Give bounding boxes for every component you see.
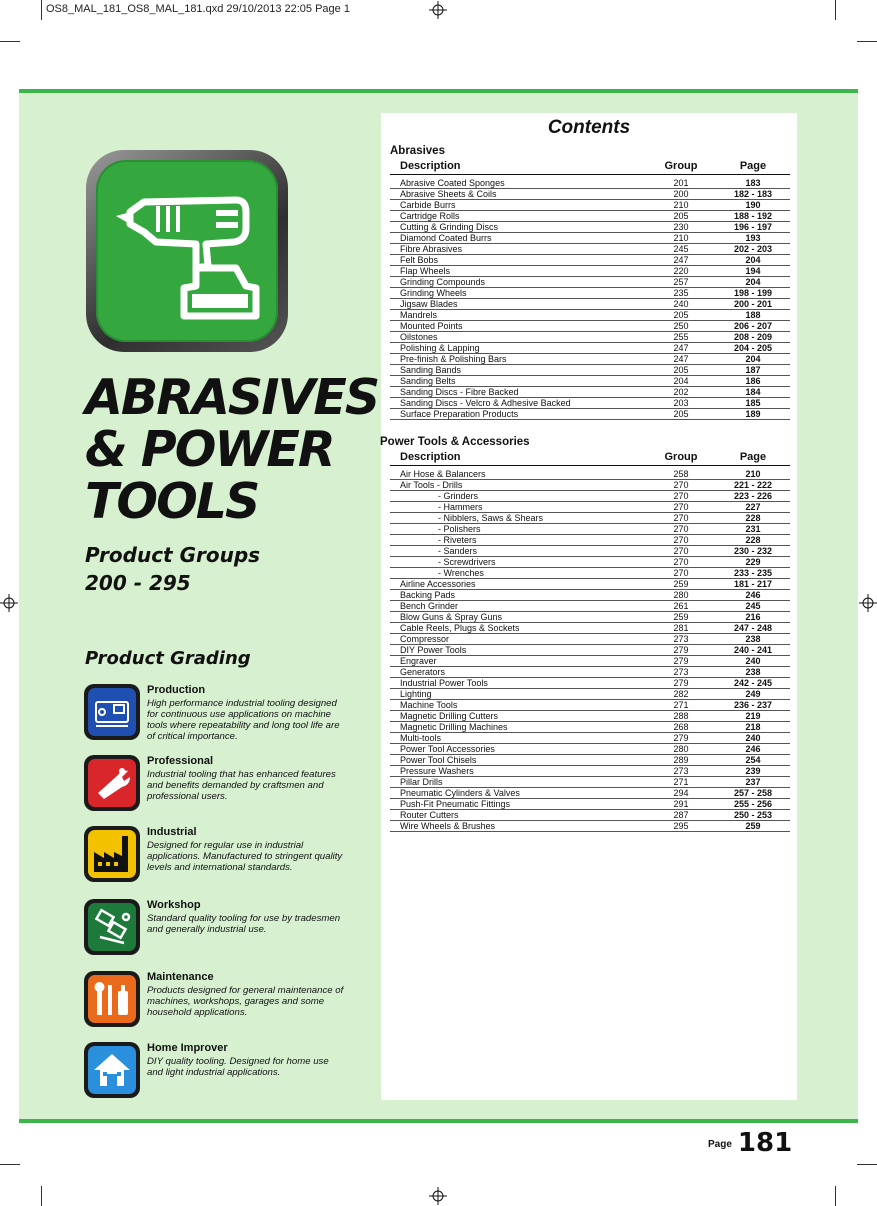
table-row: [390, 288, 790, 299]
row-group: 250: [673, 321, 689, 331]
row-group: 202: [673, 387, 689, 397]
table-row: [390, 579, 790, 590]
table-row: [390, 354, 790, 365]
table-row: [390, 656, 790, 667]
table-row: [390, 244, 790, 255]
row-group: 200: [673, 189, 689, 199]
row-description: - Polishers: [438, 524, 481, 534]
row-group: 280: [673, 744, 689, 754]
table-row: [390, 678, 790, 689]
row-group: 210: [673, 233, 689, 243]
row-page: 236 - 237: [733, 700, 773, 710]
row-page: 246: [745, 590, 761, 600]
table-row: [390, 777, 790, 788]
row-group: 281: [673, 623, 689, 633]
row-description: Grinding Wheels: [400, 288, 467, 298]
table-row: [390, 612, 790, 623]
table-row: [390, 590, 790, 601]
row-group: 279: [673, 645, 689, 655]
row-page: 204: [745, 277, 761, 287]
row-group: 235: [673, 288, 689, 298]
row-page: 237: [745, 777, 761, 787]
table-row: [390, 535, 790, 546]
row-description: Cable Reels, Plugs & Sockets: [400, 623, 520, 633]
row-description: Sanding Discs - Fibre Backed: [400, 387, 519, 397]
row-group: 273: [673, 667, 689, 677]
table-row: [390, 480, 790, 491]
row-group: 201: [673, 178, 689, 188]
row-group: 271: [673, 777, 689, 787]
table-row: [390, 821, 790, 832]
row-page: 200 - 201: [733, 299, 773, 309]
row-description: Airline Accessories: [400, 579, 476, 589]
product-groups-range: 200 - 295: [85, 571, 191, 595]
row-group: 270: [673, 557, 689, 567]
row-page: 228: [745, 535, 761, 545]
row-description: Bench Grinder: [400, 601, 459, 611]
header-description: Description: [400, 451, 461, 463]
table-row: [390, 744, 790, 755]
row-description: Felt Bobs: [400, 255, 439, 265]
row-description: Power Tool Chisels: [400, 755, 477, 765]
row-description: Pressure Washers: [400, 766, 474, 776]
row-page: 254: [745, 755, 761, 765]
table-row: [390, 711, 790, 722]
row-page: 216: [745, 612, 761, 622]
row-page: 202 - 203: [733, 244, 773, 254]
table-row: [390, 398, 790, 409]
grade-name: Industrial: [147, 826, 197, 838]
table-row: [390, 376, 790, 387]
row-description: Pillar Drills: [400, 777, 443, 787]
row-page: 204 - 205: [733, 343, 773, 353]
production-icon: [84, 684, 140, 740]
row-group: 205: [673, 211, 689, 221]
row-description: Industrial Power Tools: [400, 678, 488, 688]
row-description: Pneumatic Cylinders & Valves: [400, 788, 520, 798]
table-row: [390, 689, 790, 700]
table-row: [390, 200, 790, 211]
section-name: Power Tools & Accessories: [380, 436, 530, 448]
row-page: 206 - 207: [733, 321, 773, 331]
factory-icon: [84, 826, 140, 882]
row-group: 291: [673, 799, 689, 809]
row-description: Polishing & Lapping: [400, 343, 480, 353]
row-description: Flap Wheels: [400, 266, 451, 276]
row-description: Engraver: [400, 656, 437, 666]
crop-mark: [0, 1164, 20, 1165]
table-row: [390, 766, 790, 777]
table-row: [390, 700, 790, 711]
table-row: [390, 634, 790, 645]
grade-name: Home Improver: [147, 1042, 228, 1054]
table-row: [390, 645, 790, 656]
row-description: Multi-tools: [400, 733, 442, 743]
row-page: 233 - 235: [733, 568, 773, 578]
row-page: 186: [745, 376, 761, 386]
abrasives-rows: [390, 178, 790, 420]
grade-description: DIY quality tooling. Designed for home use and light industrial applications.: [147, 1056, 329, 1078]
house-icon: [84, 1042, 140, 1098]
row-group: 255: [673, 332, 689, 342]
row-page: 196 - 197: [733, 222, 773, 232]
table-row: [390, 799, 790, 810]
row-description: Mandrels: [400, 310, 438, 320]
row-group: 279: [673, 733, 689, 743]
row-group: 259: [673, 612, 689, 622]
table-row: [390, 332, 790, 343]
row-page: 239: [745, 766, 761, 776]
table-row: [390, 178, 790, 189]
row-description: Diamond Coated Burrs: [400, 233, 492, 243]
grade-description: Standard quality tooling for use by tradesmen and generally industrial use.: [147, 913, 341, 935]
table-row: [390, 667, 790, 678]
table-row: [390, 277, 790, 288]
row-page: 228: [745, 513, 761, 523]
page-number: [708, 1128, 792, 1158]
row-page: 247 - 248: [733, 623, 773, 633]
grade-name: Maintenance: [147, 971, 214, 983]
row-page: 255 - 256: [733, 799, 773, 809]
header-page: Page: [739, 160, 767, 172]
row-page: 190: [745, 200, 761, 210]
row-group: 271: [673, 700, 689, 710]
table-row: [390, 255, 790, 266]
row-group: 270: [673, 524, 689, 534]
row-page: 223 - 226: [733, 491, 773, 501]
row-description: Power Tool Accessories: [400, 744, 495, 754]
table-row: [390, 266, 790, 277]
row-group: 259: [673, 579, 689, 589]
row-page: 187: [745, 365, 761, 375]
row-page: 193: [745, 233, 761, 243]
table-row: [390, 810, 790, 821]
row-page: 208 - 209: [733, 332, 773, 342]
table-row: [390, 387, 790, 398]
table-row: [390, 733, 790, 744]
header-group: Group: [664, 451, 698, 463]
grade-description: High performance industrial tooling designed for continuous use applications on machine tools where repeatability and long tool life are of critical importance.: [147, 698, 340, 742]
table-row: [390, 788, 790, 799]
row-description: Cutting & Grinding Discs: [400, 222, 499, 232]
header-group: Group: [664, 160, 698, 172]
row-group: 270: [673, 513, 689, 523]
table-row: [390, 502, 790, 513]
row-description: Machine Tools: [400, 700, 458, 710]
row-description: Carbide Burrs: [400, 200, 456, 210]
row-group: 258: [673, 469, 689, 479]
row-description: Pre-finish & Polishing Bars: [400, 354, 507, 364]
row-page: 188 - 192: [733, 211, 773, 221]
grade-description: Designed for regular use in industrial applications. Manufactured to stringent quality levels and international standards.: [147, 840, 343, 873]
table-row: [390, 310, 790, 321]
table-row: [390, 365, 790, 376]
row-page: 230 - 232: [733, 546, 773, 556]
professional-icon: [84, 755, 140, 811]
registration-mark-icon: [429, 1187, 447, 1205]
row-description: Router Cutters: [400, 810, 459, 820]
product-groups-label: Product Groups: [85, 543, 261, 567]
power-tools-section: [380, 436, 790, 832]
row-description: Sanding Belts: [400, 376, 456, 386]
row-page: 238: [745, 667, 761, 677]
row-description: Abrasive Sheets & Coils: [400, 189, 497, 199]
table-row: [390, 343, 790, 354]
grade-name: Workshop: [147, 899, 201, 911]
row-description: Magnetic Drilling Machines: [400, 722, 508, 732]
row-page: 204: [745, 255, 761, 265]
row-description: Blow Guns & Spray Guns: [400, 612, 503, 622]
row-description: Jigsaw Blades: [400, 299, 458, 309]
table-row: [390, 601, 790, 612]
row-page: 242 - 245: [733, 678, 773, 688]
row-group: 257: [673, 277, 689, 287]
row-page: 218: [745, 722, 761, 732]
row-description: Lighting: [400, 689, 432, 699]
row-description: Compressor: [400, 634, 450, 644]
row-group: 270: [673, 502, 689, 512]
header-page: Page: [739, 451, 767, 463]
title-line: TOOLS: [85, 473, 259, 530]
row-page: 227: [745, 502, 761, 512]
row-page: 250 - 253: [733, 810, 773, 820]
row-page: 219: [745, 711, 761, 721]
table-row: [390, 755, 790, 766]
row-description: Air Hose & Balancers: [400, 469, 486, 479]
row-page: 185: [745, 398, 761, 408]
row-page: 181 - 217: [733, 579, 773, 589]
row-page: 229: [745, 557, 761, 567]
row-page: 198 - 199: [733, 288, 773, 298]
row-description: Cartridge Rolls: [400, 211, 460, 221]
row-description: - Grinders: [438, 491, 479, 501]
row-description: Mounted Points: [400, 321, 463, 331]
page-number-value: 181: [737, 1128, 793, 1158]
row-description: - Riveters: [438, 535, 477, 545]
row-group: 261: [673, 601, 689, 611]
grade-description: Products designed for general maintenance of machines, workshops, garages and some household applications.: [147, 985, 344, 1018]
table-row: [390, 233, 790, 244]
row-page: 257 - 258: [733, 788, 773, 798]
section-name: Abrasives: [390, 145, 445, 157]
row-page: 245: [745, 601, 761, 611]
crop-mark: [41, 0, 42, 20]
row-description: Sanding Bands: [400, 365, 462, 375]
row-page: 204: [745, 354, 761, 364]
row-description: - Wrenches: [438, 568, 484, 578]
table-row: [390, 189, 790, 200]
row-group: 289: [673, 755, 689, 765]
title-line: & POWER: [85, 421, 334, 478]
registration-mark-icon: [429, 1, 447, 19]
row-description: - Sanders: [438, 546, 478, 556]
row-description: Grinding Compounds: [400, 277, 486, 287]
page-word: Page: [708, 1139, 732, 1150]
product-groups-heading: [85, 541, 260, 597]
product-grading-title: Product Grading: [85, 648, 251, 669]
row-group: 247: [673, 354, 689, 364]
table-row: [390, 524, 790, 535]
vice-icon: [84, 899, 140, 955]
row-page: 240: [745, 656, 761, 666]
row-description: Surface Preparation Products: [400, 409, 519, 419]
row-group: 268: [673, 722, 689, 732]
crop-mark: [41, 1186, 42, 1206]
row-page: 188: [745, 310, 761, 320]
table-row: [390, 211, 790, 222]
row-group: 295: [673, 821, 689, 831]
row-description: Generators: [400, 667, 446, 677]
table-row: [390, 722, 790, 733]
row-group: 279: [673, 678, 689, 688]
row-group: 230: [673, 222, 689, 232]
row-page: 183: [745, 178, 761, 188]
tools-icon: [84, 971, 140, 1027]
row-page: 210: [745, 469, 761, 479]
crop-mark: [835, 1186, 836, 1206]
row-page: 246: [745, 744, 761, 754]
section-title: [85, 369, 379, 530]
row-group: 282: [673, 689, 689, 699]
table-row: [390, 299, 790, 310]
row-group: 287: [673, 810, 689, 820]
row-page: 184: [745, 387, 761, 397]
row-group: 294: [673, 788, 689, 798]
row-group: 205: [673, 409, 689, 419]
row-group: 203: [673, 398, 689, 408]
row-description: DIY Power Tools: [400, 645, 467, 655]
row-group: 240: [673, 299, 689, 309]
table-row: [390, 409, 790, 420]
table-row: [390, 222, 790, 233]
row-page: 238: [745, 634, 761, 644]
contents-title: Contents: [547, 117, 631, 138]
row-group: 280: [673, 590, 689, 600]
row-group: 270: [673, 491, 689, 501]
row-description: - Screwdrivers: [438, 557, 496, 567]
row-group: 273: [673, 634, 689, 644]
row-page: 194: [745, 266, 761, 276]
row-group: 279: [673, 656, 689, 666]
registration-mark-icon: [0, 594, 18, 612]
table-row: [390, 513, 790, 524]
row-group: 247: [673, 343, 689, 353]
table-row: [390, 568, 790, 579]
row-description: Air Tools - Drills: [400, 480, 463, 490]
crop-mark: [835, 0, 836, 20]
row-description: Sanding Discs - Velcro & Adhesive Backed: [400, 398, 571, 408]
grade-name: Production: [147, 684, 206, 696]
row-group: 247: [673, 255, 689, 265]
row-page: 182 - 183: [733, 189, 773, 199]
row-group: 204: [673, 376, 689, 386]
row-page: 189: [745, 409, 761, 419]
row-group: 210: [673, 200, 689, 210]
table-row: [390, 557, 790, 568]
row-description: Wire Wheels & Brushes: [400, 821, 496, 831]
row-description: Magnetic Drilling Cutters: [400, 711, 499, 721]
row-page: 259: [745, 821, 761, 831]
row-description: Abrasive Coated Sponges: [400, 178, 505, 188]
row-group: 270: [673, 546, 689, 556]
row-group: 205: [673, 310, 689, 320]
table-row: [390, 469, 790, 480]
contents-panel: [381, 113, 797, 1100]
title-line: ABRASIVES: [85, 369, 379, 426]
row-page: 240 - 241: [733, 645, 773, 655]
crop-mark: [857, 1164, 877, 1165]
row-page: 249: [745, 689, 761, 699]
table-row: [390, 321, 790, 332]
table-row: [390, 546, 790, 557]
row-description: - Hammers: [438, 502, 483, 512]
row-page: 231: [745, 524, 761, 534]
power-drill-tile: [86, 150, 288, 352]
row-page: 221 - 222: [733, 480, 773, 490]
row-description: - Nibblers, Saws & Shears: [438, 513, 544, 523]
table-row: [390, 491, 790, 502]
grade-name: Professional: [147, 755, 214, 767]
row-group: 245: [673, 244, 689, 254]
grade-description: Industrial tooling that has enhanced features and benefits demanded by craftsmen and professional users.: [147, 769, 336, 802]
row-group: 220: [673, 266, 689, 276]
table-header: [390, 451, 790, 466]
crop-mark: [857, 41, 877, 42]
row-group: 270: [673, 480, 689, 490]
abrasives-section: [390, 145, 790, 420]
registration-mark-icon: [859, 594, 877, 612]
row-description: Push-Fit Pneumatic Fittings: [400, 799, 511, 809]
row-group: 270: [673, 568, 689, 578]
crop-mark: [0, 41, 20, 42]
row-group: 270: [673, 535, 689, 545]
power-tools-rows: [390, 469, 790, 832]
row-group: 205: [673, 365, 689, 375]
table-header: [390, 160, 790, 175]
row-description: Oilstones: [400, 332, 438, 342]
row-group: 273: [673, 766, 689, 776]
row-group: 288: [673, 711, 689, 721]
power-drill-icon: [96, 160, 278, 342]
row-description: Backing Pads: [400, 590, 456, 600]
header-description: Description: [400, 160, 461, 172]
row-description: Fibre Abrasives: [400, 244, 463, 254]
printer-slug: OS8_MAL_181_OS8_MAL_181.qxd 29/10/2013 22:05 Page 1: [46, 3, 350, 15]
table-row: [390, 623, 790, 634]
row-page: 240: [745, 733, 761, 743]
